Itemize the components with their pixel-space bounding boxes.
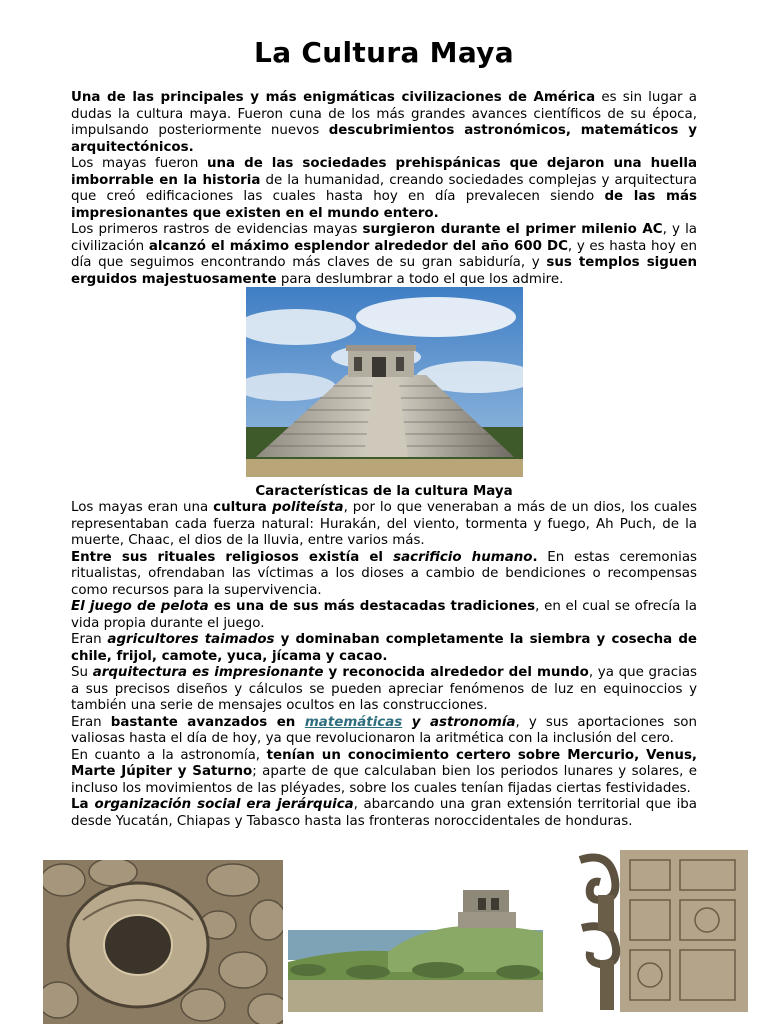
characteristic-paragraph xyxy=(71,797,697,830)
document-title: La Cultura Maya xyxy=(254,36,514,69)
pyramid-photo xyxy=(246,287,523,477)
intro-paragraph xyxy=(71,90,697,156)
text-run: Eran xyxy=(71,714,111,730)
text-run: descubrimientos astronómicos, matemáticos y arquitectónicos. xyxy=(71,123,697,155)
text-run: bastante avanzados en xyxy=(110,714,305,730)
text-run: . xyxy=(532,549,538,565)
text-run: , y es hasta hoy en día que seguimos encontrando más claves de su gran sabiduría, y xyxy=(71,238,698,270)
text-run: y reconocida alrededor del mundo xyxy=(323,665,589,680)
text-run: agricultores taimados xyxy=(107,632,275,647)
text-run: La xyxy=(71,797,95,812)
characteristic-paragraph xyxy=(71,632,697,665)
intro-paragraph xyxy=(71,156,697,222)
characteristic-paragraph xyxy=(71,500,697,550)
text-run: una de las sociedades prehispánicas que dejaron una huella imborrable en la historia xyxy=(71,156,697,188)
text-run: organización social era jerárquica xyxy=(94,797,354,812)
text-run: tenían un conocimiento certero sobre Mercurio, Venus, Marte Júpiter y Saturno xyxy=(71,747,698,779)
text-run: , y la civilización xyxy=(71,222,698,254)
characteristic-paragraph xyxy=(71,665,697,715)
text-run: para deslumbrar a todo el que los admire. xyxy=(276,271,564,287)
text-run xyxy=(402,715,412,730)
intro-section xyxy=(71,90,697,288)
characteristic-paragraph xyxy=(71,715,697,748)
matematicas-link[interactable]: matemáticas xyxy=(304,714,403,730)
text-run: politeísta xyxy=(272,500,344,515)
text-run: surgieron durante el primer milenio AC xyxy=(362,222,663,237)
chaac-mask-photo xyxy=(570,850,748,1012)
text-run: es una de sus más destacadas tradiciones xyxy=(208,599,536,614)
text-run: Los primeros rastros de evidencias mayas xyxy=(71,222,363,237)
text-run: ; aparte de que calculaban bien los periodos lunares y solares, e incluso los movimientos de las pléyades, sobre los cuales tenían fijadas ciertas festividades. xyxy=(71,764,697,796)
text-run: Entre sus rituales religiosos existía el xyxy=(71,549,394,565)
characteristic-paragraph xyxy=(71,550,697,600)
text-run: y dominaban completamente la siembra y cosecha de chile, frijol, camote, yuca, jícama y cacao. xyxy=(71,632,697,664)
text-run: Los mayas eran una xyxy=(71,500,214,515)
characteristics-heading: Características de la cultura Maya xyxy=(255,484,513,499)
text-run: Una de las principales y más enigmáticas civilizaciones de América xyxy=(71,90,596,105)
text-run: es sin lugar a dudas la cultura maya. Fueron cuna de los más grandes avances científicos de su época, impulsando posteriormente nuevos xyxy=(71,90,697,138)
text-run: sacrificio humano xyxy=(393,549,533,565)
text-run: El juego de pelota xyxy=(71,599,209,614)
text-run: de la humanidad, creando sociedades complejas y arquitectura que creó edificaciones las cuales hasta hoy en día prevalecen siendo xyxy=(71,172,697,204)
text-run: y astronomía xyxy=(411,714,516,730)
text-run: Su xyxy=(71,665,93,680)
text-run: , por lo que veneraban a más de un dios, los cuales representaban cada fuerza natural: Hurakán, del viento, tormenta y fuego, Ah Puch, de la muerte, Chaac, el dios de la lluvia, entre varios más. xyxy=(71,500,697,548)
text-run: , abarcando una gran extensión territorial que iba desde Yucatán, Chiapas y Tabasco hasta las fronteras noroccidentales de honduras. xyxy=(71,797,698,829)
characteristic-paragraph xyxy=(71,599,697,632)
text-run: , ya que gracias a sus precisos diseños y cálculos se pueden apreciar fenómenos de luz en equinoccios y también una serie de mensajes ocultos en las construcciones. xyxy=(71,665,698,713)
text-run: cultura xyxy=(213,500,273,515)
text-run: Eran xyxy=(71,632,108,647)
text-run: arquitectura es impresionante xyxy=(92,665,324,680)
characteristics-section xyxy=(71,500,697,830)
text-run: sus templos siguen erguidos majestuosamente xyxy=(71,255,697,287)
text-run: En cuanto a la astronomía, xyxy=(71,747,267,763)
text-run: Los mayas fueron xyxy=(71,156,207,171)
characteristic-paragraph xyxy=(71,748,697,798)
coastal-ruin-photo xyxy=(288,852,543,1012)
text-run: , y sus aportaciones son valiosas hasta el día de hoy, ya que revolucionaron la aritmética con la inclusión del cero. xyxy=(71,714,697,746)
text-run: En estas ceremonias ritualistas, ofrendaban las víctimas a los dioses a cambio de bendiciones o recompensas como recursos para la supervivencia. xyxy=(71,549,698,598)
text-run: de las más impresionantes que existen en el mundo entero. xyxy=(71,189,697,221)
ballgame-ring-photo xyxy=(43,860,283,1024)
intro-paragraph xyxy=(71,222,697,288)
text-run: alcanzó el máximo esplendor alrededor del año 600 DC xyxy=(148,238,568,254)
text-run: , en el cual se ofrecía la vida propia durante el juego. xyxy=(71,599,697,631)
